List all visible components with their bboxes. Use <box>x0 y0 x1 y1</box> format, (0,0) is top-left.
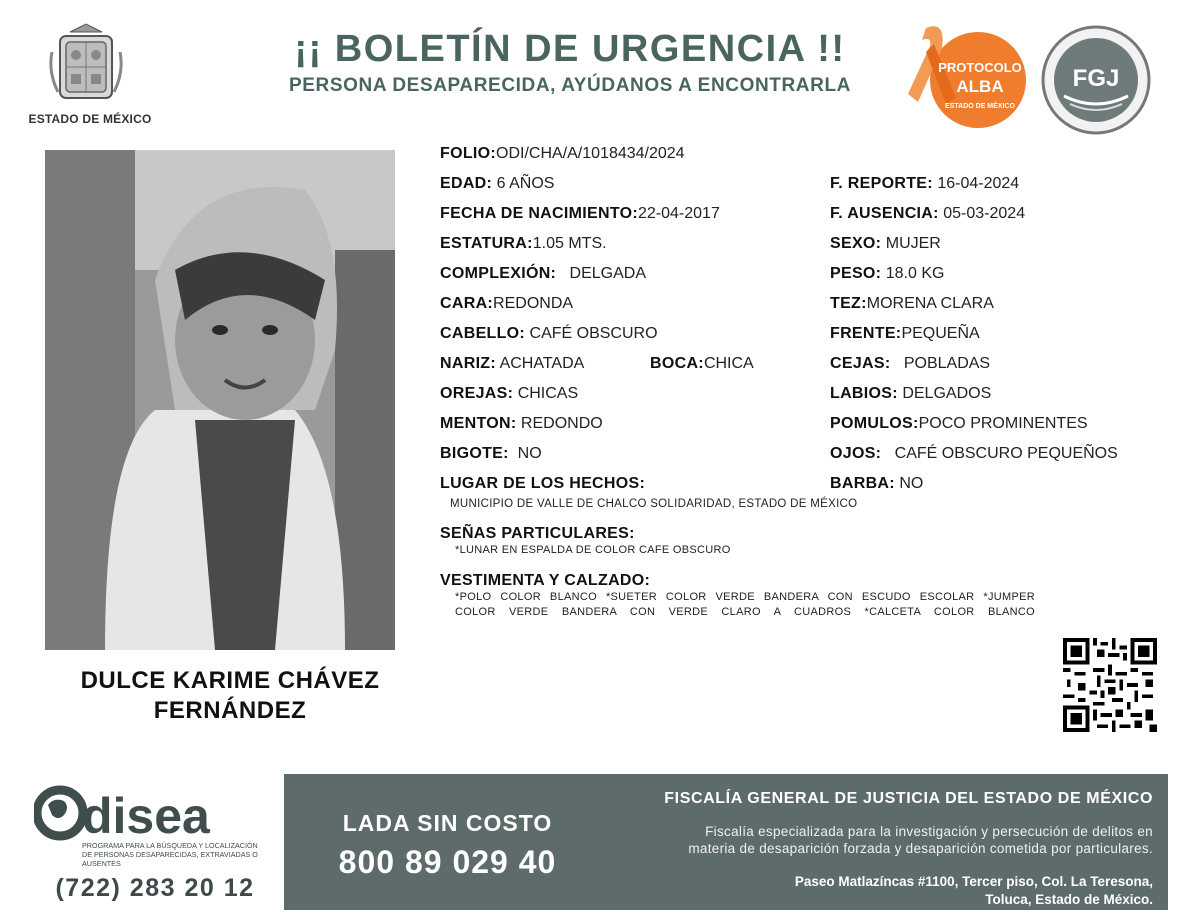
field-pomulos <box>830 415 1088 433</box>
field-ojos-label: OJOS: <box>830 445 882 462</box>
alba-line2: ALBA <box>956 77 1004 96</box>
field-estatura-label: ESTATURA: <box>440 235 533 252</box>
fgj-seal-logo <box>1040 24 1152 136</box>
field-peso-value: 18.0 KG <box>885 265 945 282</box>
field-f-reporte-value: 16-04-2024 <box>937 175 1020 192</box>
field-cabello <box>440 325 658 343</box>
field-nacimiento <box>440 205 720 223</box>
field-f-ausencia-value: 05-03-2024 <box>943 205 1026 222</box>
field-lugar-label: LUGAR DE LOS HECHOS: <box>440 475 646 492</box>
fgj-address <box>600 873 1153 909</box>
field-boca-label: BOCA: <box>650 355 704 372</box>
field-sexo-value: MUJER <box>885 235 941 252</box>
field-peso-label: PESO: <box>830 265 882 282</box>
field-tez-label: TEZ: <box>830 295 867 312</box>
field-pomulos-label: POMULOS: <box>830 415 919 432</box>
missing-person-photo <box>45 150 395 650</box>
field-nacimiento-value: 22-04-2017 <box>638 205 720 222</box>
field-f-reporte <box>830 175 1019 193</box>
field-menton-value: REDONDO <box>520 415 603 432</box>
field-menton <box>440 415 603 433</box>
field-tez-value: MORENA CLARA <box>866 295 994 312</box>
field-nariz-label: NARIZ: <box>440 355 497 372</box>
field-cabello-label: CABELLO: <box>440 325 526 342</box>
field-sexo <box>830 235 941 253</box>
field-cejas <box>830 355 990 373</box>
field-ojos <box>830 445 1118 463</box>
field-complexion-label: COMPLEXIÓN: <box>440 265 557 282</box>
field-cara-value: REDONDA <box>493 295 574 312</box>
fgj-address-line2: Toluca, Estado de México. <box>985 892 1153 907</box>
field-vestimenta-label-row <box>440 572 650 590</box>
name-line-1: DULCE KARIME CHÁVEZ <box>80 667 380 694</box>
field-estatura-value: 1.05 MTS. <box>532 235 607 252</box>
fgj-full-name: FISCALÍA GENERAL DE JUSTICIA DEL ESTADO DE MÉXICO <box>664 790 1153 807</box>
toll-free-number[interactable]: 800 89 029 40 <box>338 844 557 880</box>
field-nariz <box>440 355 584 373</box>
alba-line1: PROTOCOLO <box>938 60 1022 75</box>
field-labios-value: DELGADOS <box>902 385 992 402</box>
field-menton-label: MENTON: <box>440 415 517 432</box>
field-barba-value: NO <box>899 475 924 492</box>
odisea-brand-text: disea <box>82 788 210 844</box>
bulletin-subtitle: PERSONA DESAPARECIDA, AYÚDANOS A ENCONTRARLA <box>289 75 851 96</box>
field-edad-label: EDAD: <box>440 175 493 192</box>
field-vestimenta-label: VESTIMENTA Y CALZADO: <box>440 572 651 589</box>
field-senas-label: SEÑAS PARTICULARES: <box>440 525 635 542</box>
fgj-description-line1: Fiscalía especializada para la investigación y persecución de delitos en <box>705 824 1153 839</box>
field-orejas-label: OREJAS: <box>440 385 514 402</box>
field-pomulos-value: POCO PROMINENTES <box>918 415 1088 432</box>
field-labios-label: LABIOS: <box>830 385 898 402</box>
field-nacimiento-label: FECHA DE NACIMIENTO: <box>440 205 638 222</box>
field-f-ausencia-label: F. AUSENCIA: <box>830 205 939 222</box>
field-nariz-value: ACHATADA <box>499 355 585 372</box>
field-senas-label-row <box>440 525 635 543</box>
field-cejas-value: POBLADAS <box>903 355 991 372</box>
bulletin-title: ¡¡ BOLETÍN DE URGENCIA !! <box>294 28 846 70</box>
field-barba-label: BARBA: <box>830 475 895 492</box>
field-ojos-value: CAFÉ OBSCURO PEQUEÑOS <box>894 445 1118 462</box>
field-estatura <box>440 235 607 253</box>
field-complexion <box>440 265 646 283</box>
field-orejas-value: CHICAS <box>517 385 579 402</box>
odisea-desc-line1: PROGRAMA PARA LA BÚSQUEDA Y LOCALIZACIÓN <box>82 841 258 850</box>
field-vestimenta-line2: COLOR VERDE BANDERA CON VERDE CLARO A CUADROS *CALCETA COLOR BLANCO <box>455 606 1035 618</box>
field-edad <box>440 175 554 193</box>
field-bigote-label: BIGOTE: <box>440 445 509 462</box>
field-folio-value: ODI/CHA/A/1018434/2024 <box>496 145 685 162</box>
field-vestimenta-line1: *POLO COLOR BLANCO *SUETER COLOR VERDE BANDERA CON ESCUDO ESCOLAR *JUMPER <box>455 591 1035 603</box>
field-bigote-value: NO <box>517 445 542 462</box>
field-cejas-label: CEJAS: <box>830 355 891 372</box>
field-boca <box>650 355 754 373</box>
protocolo-alba-logo <box>898 22 1030 134</box>
fgj-seal-text: FGJ <box>1072 65 1120 92</box>
fgj-description-line2: materia de desaparición forzada y desaparición cometida por particulares. <box>688 841 1153 856</box>
field-folio-label: FOLIO: <box>440 145 497 162</box>
odisea-logo <box>34 785 274 875</box>
field-tez <box>830 295 994 313</box>
odisea-desc-line3: AUSENTES <box>82 859 121 868</box>
field-frente-value: PEQUEÑA <box>901 325 980 342</box>
field-frente-label: FRENTE: <box>830 325 902 342</box>
field-lugar-label-row <box>440 475 645 493</box>
alba-line3: ESTADO DE MÉXICO <box>945 103 1015 110</box>
odisea-phone-number[interactable]: (722) 283 20 12 <box>55 874 255 902</box>
field-labios <box>830 385 991 403</box>
field-complexion-value: DELGADA <box>569 265 647 282</box>
field-cabello-value: CAFÉ OBSCURO <box>529 325 658 342</box>
field-frente <box>830 325 980 343</box>
odisea-desc-line2: DE PERSONAS DESAPARECIDAS, EXTRAVIADAS O <box>82 850 258 859</box>
field-bigote <box>440 445 542 463</box>
field-f-ausencia <box>830 205 1025 223</box>
field-senas-value: *LUNAR EN ESPALDA DE COLOR CAFE OBSCURO <box>455 544 731 556</box>
field-boca-value: CHICA <box>703 355 754 372</box>
field-peso <box>830 265 944 283</box>
field-cara-label: CARA: <box>440 295 494 312</box>
qr-code[interactable] <box>1063 638 1157 732</box>
lada-sin-costo-label: LADA SIN COSTO <box>342 810 553 836</box>
field-f-reporte-label: F. REPORTE: <box>830 175 933 192</box>
estado-de-mexico-coat-of-arms-logo <box>46 22 126 106</box>
field-orejas <box>440 385 578 403</box>
name-line-2: FERNÁNDEZ <box>153 697 307 724</box>
field-sexo-label: SEXO: <box>830 235 882 252</box>
field-lugar-value: MUNICIPIO DE VALLE DE CHALCO SOLIDARIDAD, ESTADO DE MÉXICO <box>450 498 858 510</box>
field-barba <box>830 475 923 493</box>
missing-person-name <box>40 666 420 726</box>
fgj-description <box>600 823 1153 857</box>
field-edad-value: 6 AÑOS <box>496 175 555 192</box>
field-cara <box>440 295 573 313</box>
fgj-address-line1: Paseo Matlazíncas #1100, Tercer piso, Col. La Teresona, <box>794 874 1153 889</box>
state-label: ESTADO DE MÉXICO <box>28 112 152 126</box>
field-folio <box>440 145 685 163</box>
